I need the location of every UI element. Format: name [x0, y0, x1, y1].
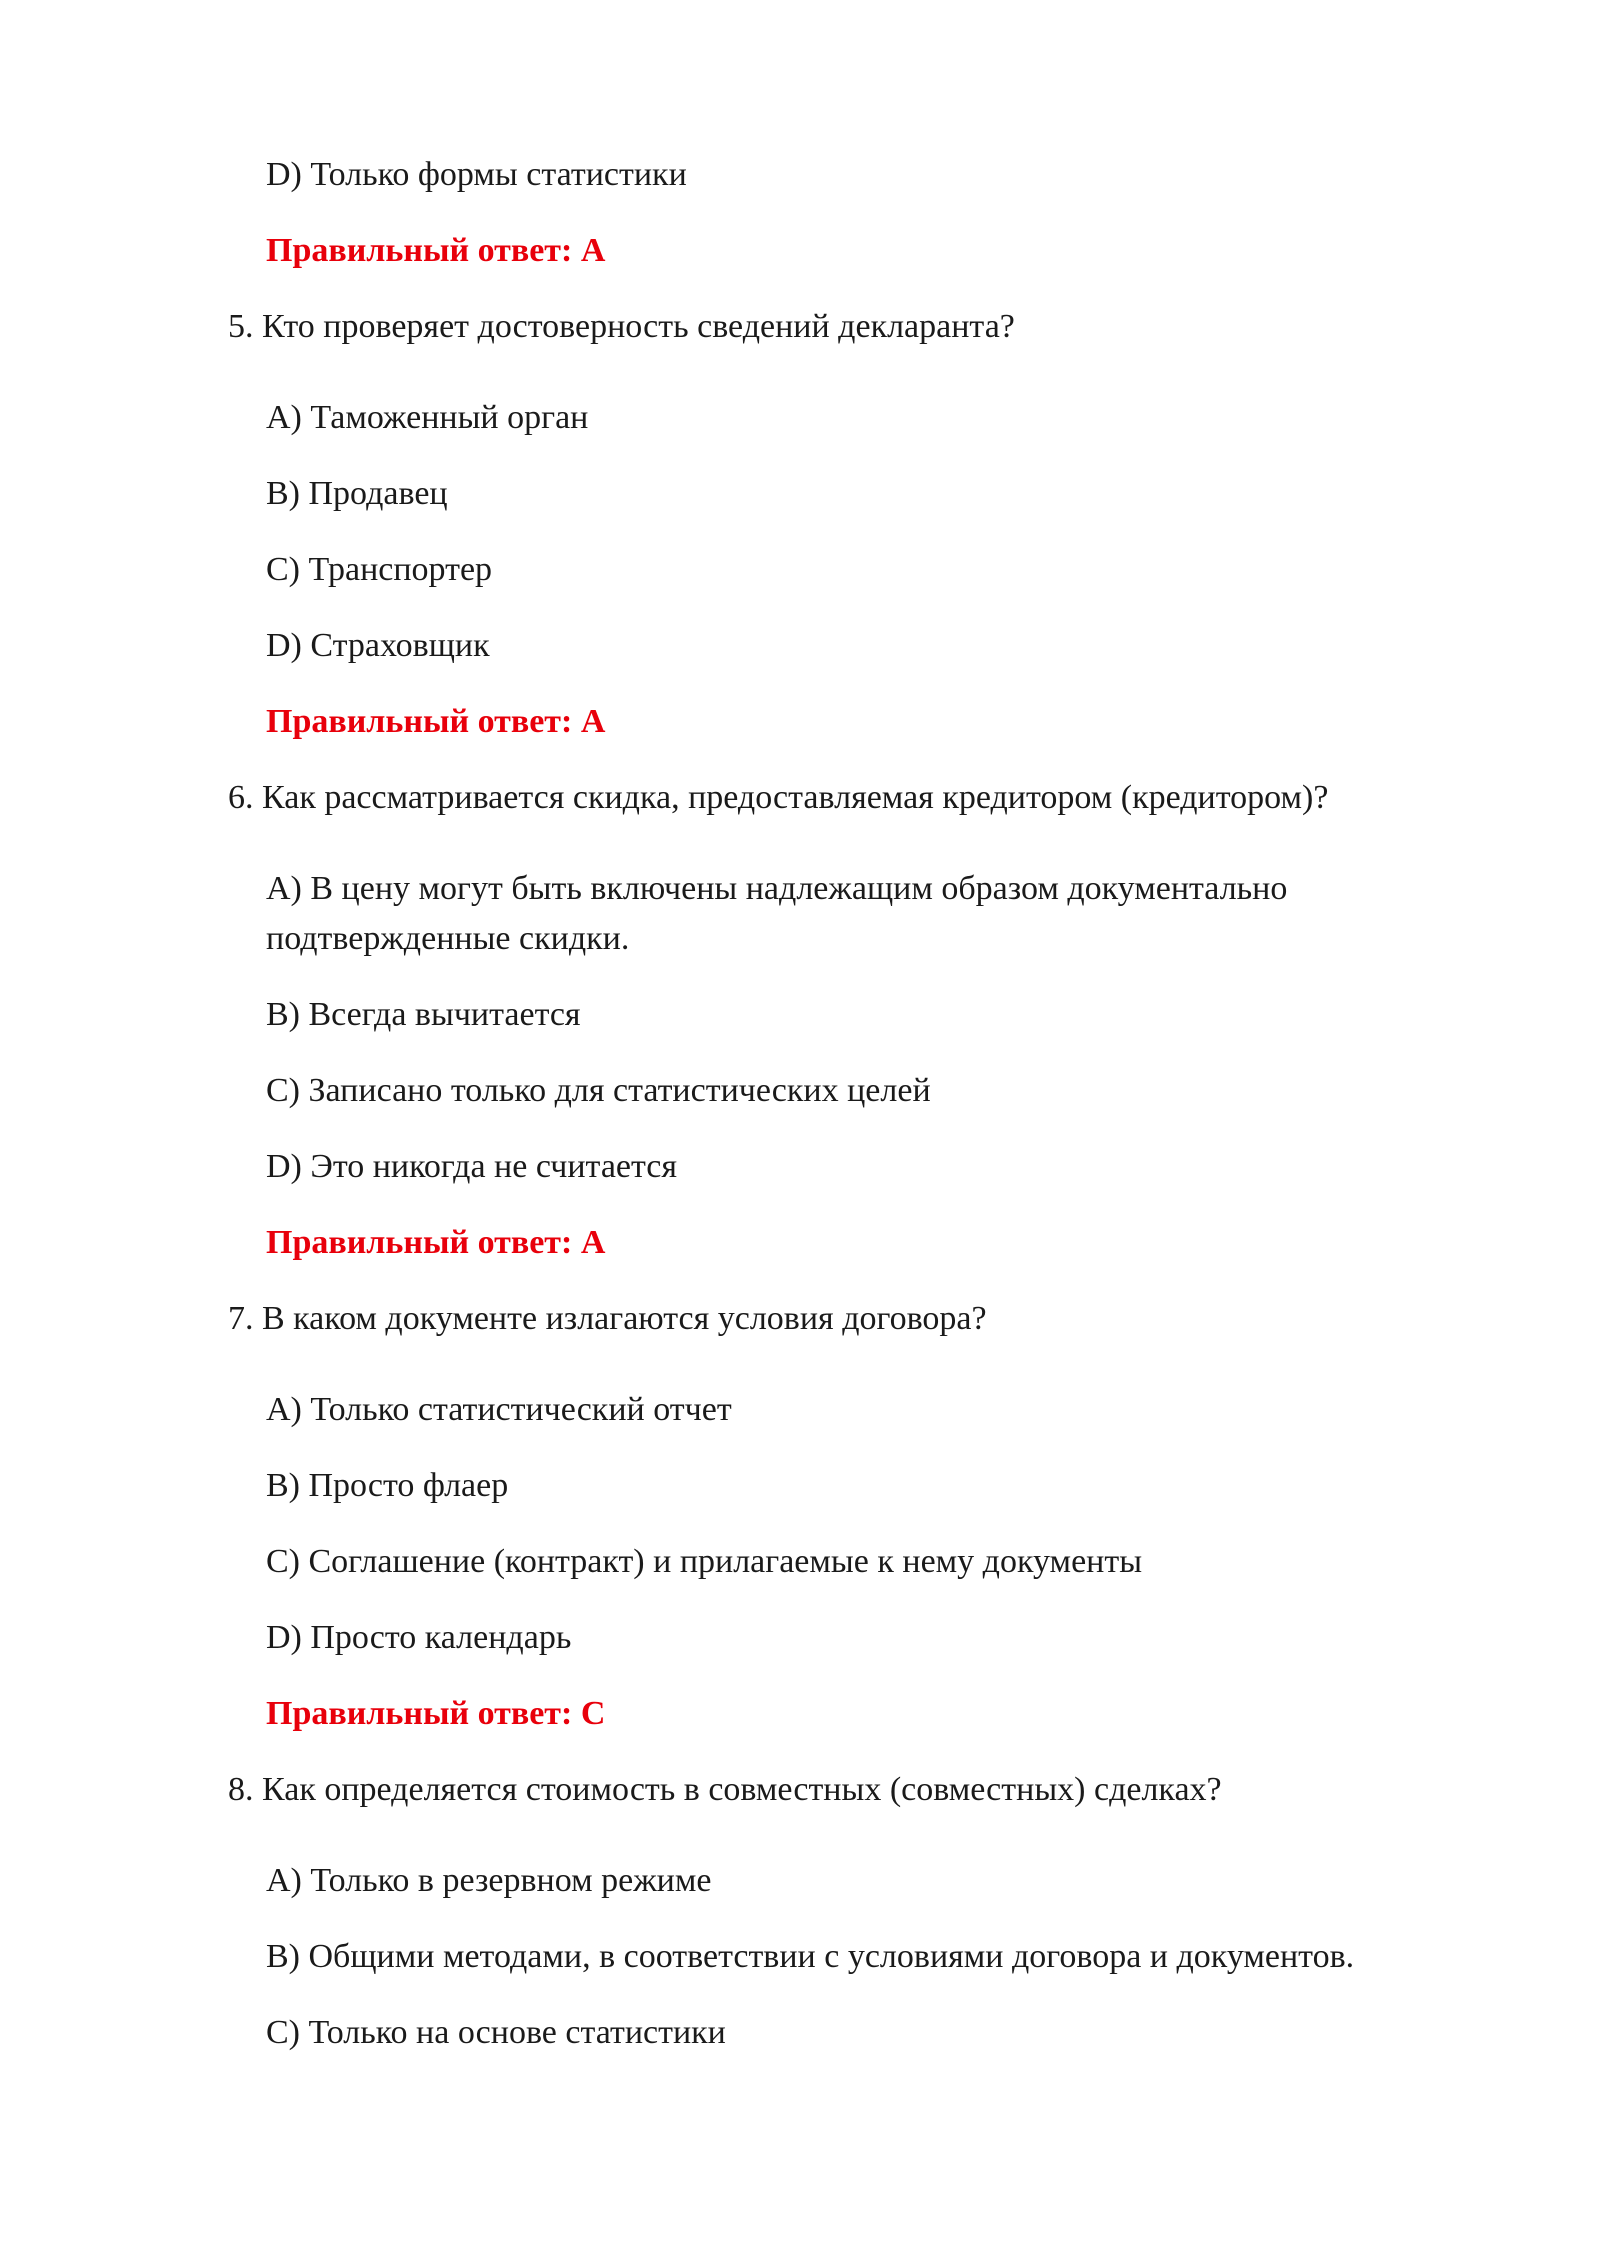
option-q6-b: B) Всегда вычитается [266, 996, 581, 1033]
question-5: 5. Кто проверяет достоверность сведений декларанта? [228, 308, 1015, 345]
correct-answer-q6: Правильный ответ: A [266, 1224, 606, 1261]
option-q5-c: C) Транспортер [266, 551, 493, 588]
option-q6-c: C) Записано только для статистических целей [266, 1072, 931, 1109]
option-q5-d: D) Страховщик [266, 627, 490, 664]
option-q7-c: C) Соглашение (контракт) и прилагаемые к нему документы [266, 1543, 1143, 1580]
correct-answer-q4: Правильный ответ: A [266, 232, 606, 269]
option-q7-a: A) Только статистический отчет [266, 1391, 732, 1428]
option-q6-a: A) В цену могут быть включены надлежащим образом документально подтвержденные скидки. [266, 870, 1288, 957]
option-q8-c: C) Только на основе статистики [266, 2014, 726, 2051]
option-q5-a: A) Таможенный орган [266, 399, 589, 436]
option-q7-b: B) Просто флаер [266, 1467, 509, 1504]
option-q8-b: B) Общими методами, в соответствии с условиями договора и документов. [266, 1938, 1355, 1975]
correct-answer-q5: Правильный ответ: A [266, 703, 606, 740]
question-8: 8. Как определяется стоимость в совместных (совместных) сделках? [228, 1771, 1222, 1808]
option-q8-a: A) Только в резервном режиме [266, 1862, 712, 1899]
option-q5-b: B) Продавец [266, 475, 448, 512]
option-q7-d: D) Просто календарь [266, 1619, 572, 1656]
question-7: 7. В каком документе излагаются условия договора? [228, 1300, 987, 1337]
option-q4-d: D) Только формы статистики [266, 156, 687, 193]
question-6: 6. Как рассматривается скидка, предоставляемая кредитором (кредитором)? [228, 779, 1329, 816]
option-q6-d: D) Это никогда не считается [266, 1148, 678, 1185]
correct-answer-q7: Правильный ответ: C [266, 1695, 606, 1732]
